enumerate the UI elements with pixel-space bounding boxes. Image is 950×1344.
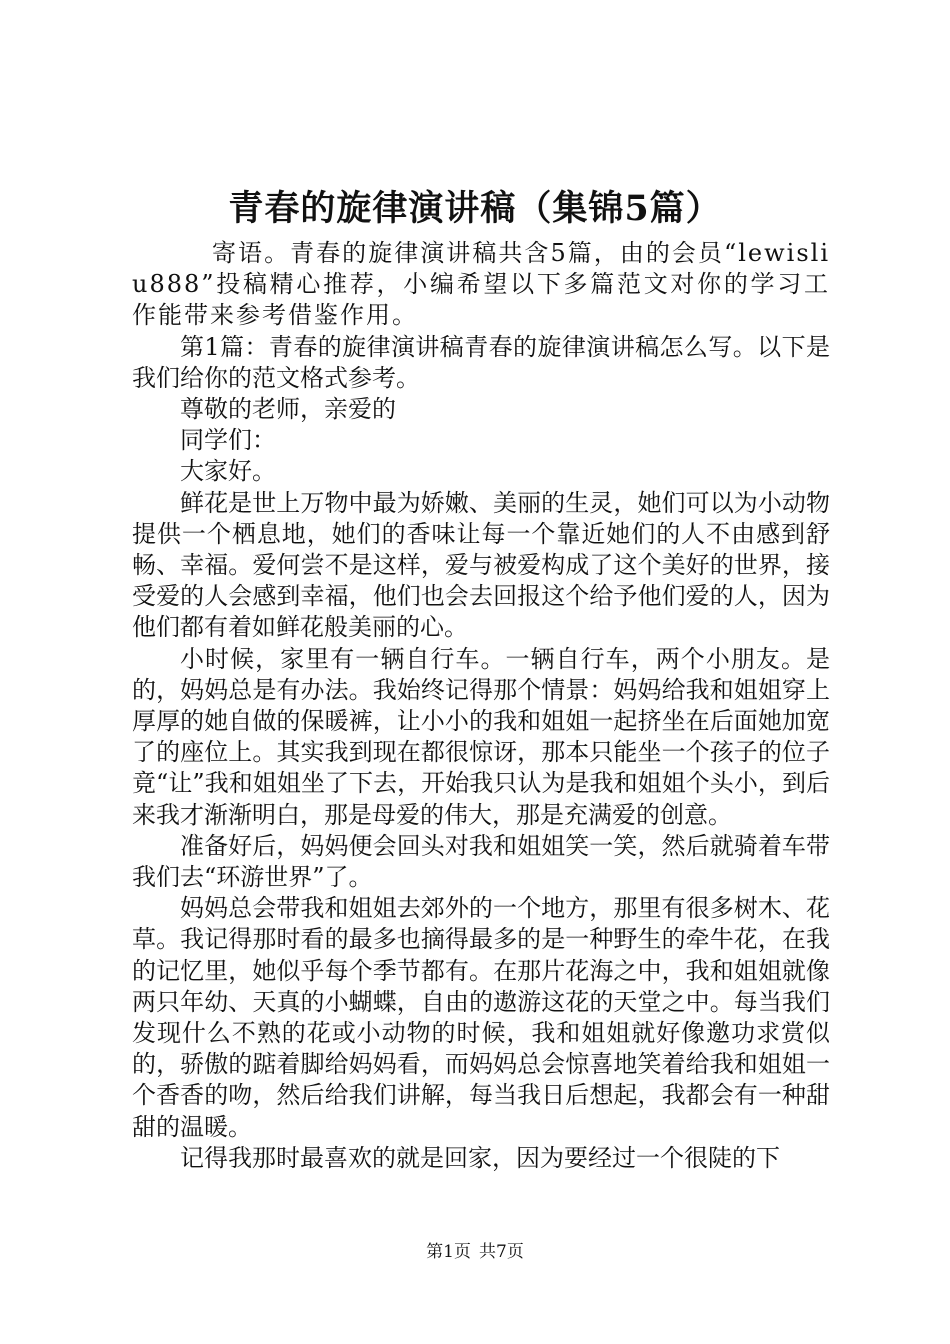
body-paragraph: 妈妈总会带我和姐姐去郊外的一个地方，那里有很多树木、花草。我记得那时看的最多也摘得最多的是一种野生的牵牛花，在我的记忆里，她似乎每个季节都有。在那片花海之中，我和姐姐就像两只年幼、天真的小蝴蝶，自由的遨游这花的天堂之中。每当我们发现什么不熟的花或小动物的时候，我和姐姐就好像邀功求赏似的，骄傲的踮着脚给妈妈看，而妈妈总会惊喜地笑着给我和姐姐一个香香的吻，然后给我们讲解，每当我日后想起，我都会有一种甜甜的温暖。 — [132, 894, 830, 1141]
page-total: 共7页 — [479, 1242, 524, 1262]
intro-paragraph: 寄语。青春的旋律演讲稿共含5篇，由的会员“lewisliu888”投稿精心推荐，小编希望以下多篇范文对你的学习工作能带来参考借鉴作用。 — [132, 239, 830, 330]
greeting-line: 大家好。 — [180, 457, 276, 486]
body-paragraph: 鲜花是世上万物中最为娇嫩、美丽的生灵，她们可以为小动物提供一个栖息地，她们的香味让每一个靠近她们的人不由感到舒畅、幸福。爱何尝不是这样，爱与被爱构成了这个美好的世界，接受爱的人会感到幸福，他们也会去回报这个给予他们爱的人，因为他们都有着如鲜花般美丽的心。 — [132, 488, 830, 642]
section-heading-paragraph: 第1篇：青春的旋律演讲稿青春的旋律演讲稿怎么写。以下是我们给你的范文格式参考。 — [132, 332, 830, 392]
salutation-line: 同学们： — [180, 426, 276, 455]
body-paragraph: 小时候，家里有一辆自行车。一辆自行车，两个小朋友。是的，妈妈总是有办法。我始终记得那个情景：妈妈给我和姐姐穿上厚厚的她自做的保暖裤，让小小的我和姐姐一起挤坐在后面她加宽了的座位上。其实我到现在都很惊讶，那本只能坐一个孩子的位子竟“让”我和姐姐坐了下去，开始我只认为是我和姐姐个头小，到后来我才渐渐明白，那是母爱的伟大，那是充满爱的创意。 — [132, 644, 830, 829]
body-paragraph: 记得我那时最喜欢的就是回家，因为要经过一个很陡的下 — [180, 1143, 780, 1172]
page-number: 第1页 — [426, 1242, 471, 1262]
document-body — [132, 238, 830, 1174]
page-footer — [0, 1240, 950, 1264]
body-paragraph: 准备好后，妈妈便会回头对我和姐姐笑一笑，然后就骑着车带我们去“环游世界”了。 — [132, 831, 830, 892]
document-title: 青春的旋律演讲稿（集锦5篇） — [228, 188, 722, 229]
salutation-line: 尊敬的老师，亲爱的 — [180, 395, 396, 424]
